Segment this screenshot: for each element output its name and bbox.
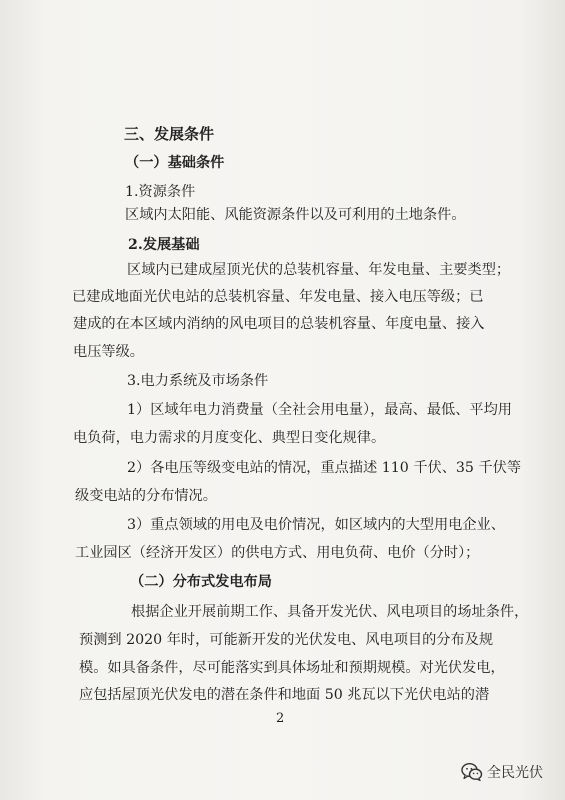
- subsection-heading-basic-conditions: （一）基础条件: [125, 155, 225, 171]
- item-title-development-basis: 2.发展基础: [128, 237, 200, 253]
- paragraph-line: 已建成地面光伏电站的总装机容量、年发电量、接入电压等级；已: [72, 289, 484, 305]
- paragraph-line: 工业园区（经济开发区）的供电方式、用电负荷、电价（分时）；: [75, 545, 480, 561]
- paragraph-line: 2）各电压等级变电站的情况，重点描述 110 千伏、35 千伏等: [127, 460, 522, 476]
- subsection-heading-distributed-layout: （二）分布式发电布局: [130, 574, 272, 590]
- watermark-label: 全民光伏: [487, 765, 543, 781]
- watermark: [461, 762, 543, 782]
- paragraph-line: 建成的在本区域内消纳的风电项目的总装机容量、年度电量、接入: [73, 316, 485, 332]
- paragraph-line: 应包括屋顶光伏发电的潜在条件和地面 50 兆瓦以下光伏电站的潜: [79, 687, 490, 703]
- paragraph-line: 级变电站的分布情况。: [75, 488, 217, 504]
- paragraph-line: 电压等级。: [73, 344, 144, 360]
- paragraph-line: 3）重点领域的用电及电价情况，如区域内的大型用电企业、: [127, 517, 505, 533]
- paragraph-line: 区域内已建成屋顶光伏的总装机容量、年发电量、主要类型；: [127, 262, 511, 278]
- paragraph-line: 电负荷，电力需求的月度变化、典型日变化规律。: [73, 430, 386, 446]
- section-heading: 三、发展条件: [124, 125, 215, 143]
- page-number: 2: [276, 711, 285, 726]
- paragraph-line: 根据企业开展前期工作、具备开发光伏、风电项目的场址条件，: [131, 604, 529, 620]
- paragraph-line: 预测到 2020 年时，可能新开发的光伏发电、风电项目的分布及规: [79, 632, 494, 648]
- item-text-resources: 区域内太阳能、风能资源条件以及可利用的土地条件。: [125, 207, 466, 223]
- item-title-resources: 1.资源条件: [125, 184, 196, 200]
- paragraph-line: 1）区域年电力消费量（全社会用电量），最高、最低、平均用: [127, 402, 512, 418]
- wechat-icon: [461, 762, 483, 782]
- item-title-power-system: 3.电力系统及市场条件: [127, 373, 269, 389]
- paragraph-line: 模。如具备条件，尽可能落实到具体场址和预期规模。对光伏发电，: [79, 660, 505, 676]
